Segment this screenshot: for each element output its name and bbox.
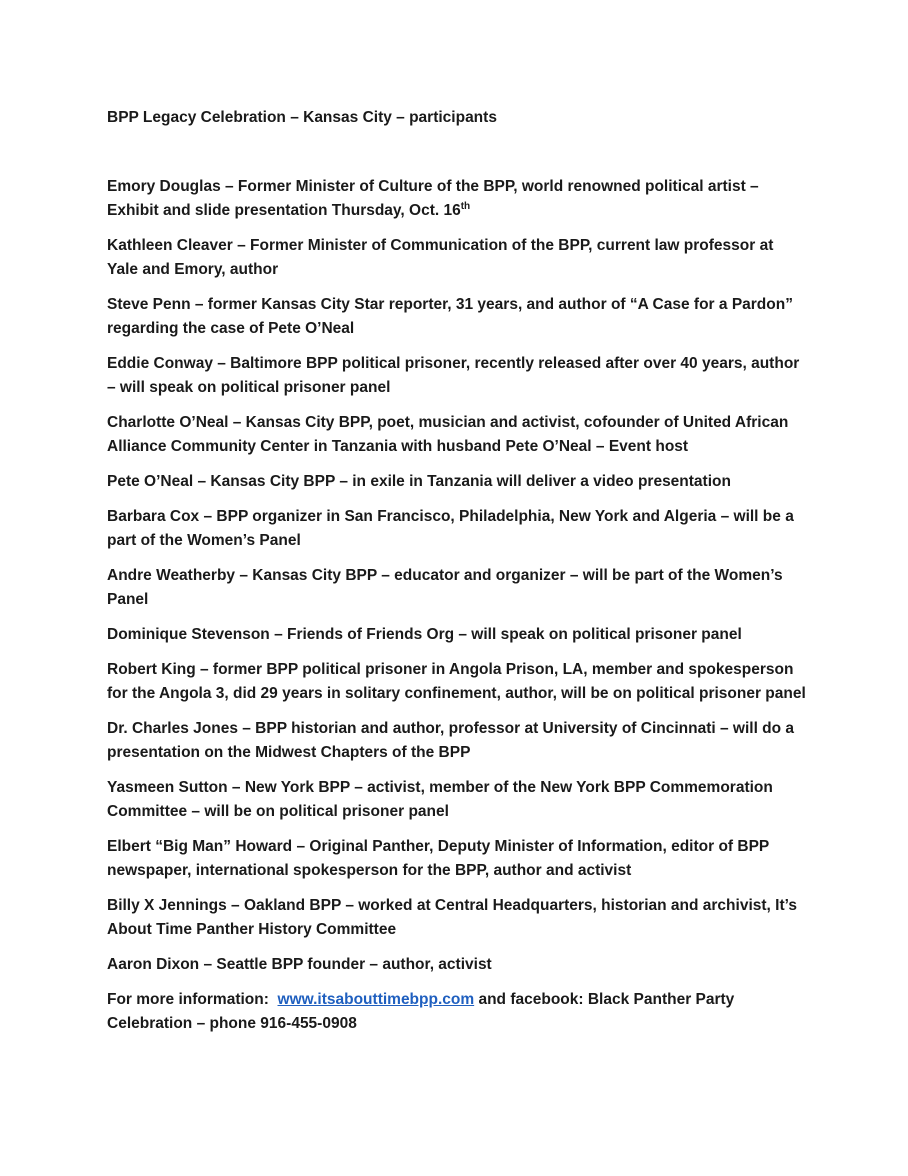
participant-robert-king: Robert King – former BPP political prisoner in Angola Prison, LA, member and spokesperson for the Angola 3, did 29 years in solitary confinement, author, will be on political prisoner panel xyxy=(107,661,806,702)
document-title: BPP Legacy Celebration – Kansas City – participants xyxy=(107,109,497,126)
participant-pete-oneal: Pete O’Neal – Kansas City BPP – in exile in Tanzania will deliver a video presentation xyxy=(107,473,731,490)
participant-elbert-howard: Elbert “Big Man” Howard – Original Panther, Deputy Minister of Information, editor of BPP newspaper, international spokesperson for the BPP, author and activist xyxy=(107,838,769,879)
contact-suffix: and facebook: Black Panther Party Celebration – phone 916-455-0908 xyxy=(107,991,735,1032)
contact-prefix: For more information: xyxy=(107,991,269,1008)
participant-steve-penn: Steve Penn – former Kansas City Star reporter, 31 years, and author of “A Case for a Pardon” regarding the case of Pete O’Neal xyxy=(107,296,793,337)
participant-andre-weatherby: Andre Weatherby – Kansas City BPP – educator and organizer – will be part of the Women’s Panel xyxy=(107,567,783,608)
participant-charles-jones: Dr. Charles Jones – BPP historian and author, professor at University of Cincinnati – will do a presentation on the Midwest Chapters of the BPP xyxy=(107,720,795,761)
participant-aaron-dixon: Aaron Dixon – Seattle BPP founder – author, activist xyxy=(107,956,492,973)
participant-charlotte-oneal: Charlotte O’Neal – Kansas City BPP, poet, musician and activist, cofounder of United African Alliance Community Center in Tanzania with husband Pete O’Neal – Event host xyxy=(107,414,789,455)
participant-kathleen-cleaver: Kathleen Cleaver – Former Minister of Communication of the BPP, current law professor at Yale and Emory, author xyxy=(107,237,774,278)
participant-billy-x-jennings: Billy X Jennings – Oakland BPP – worked at Central Headquarters, historian and archivist, It’s About Time Panther History Committee xyxy=(107,897,797,938)
document-page xyxy=(107,106,807,1036)
website-link[interactable]: www.itsabouttimebpp.com xyxy=(277,991,475,1008)
entry-text: Emory Douglas – Former Minister of Culture of the BPP, world renowned political artist – Exhibit and slide presentation Thursday, Oct. 16 xyxy=(107,178,759,219)
participant-list xyxy=(107,175,807,977)
participant-yasmeen-sutton: Yasmeen Sutton – New York BPP – activist, member of the New York BPP Commemoration Committee – will be on political prisoner panel xyxy=(107,779,773,820)
participant-barbara-cox: Barbara Cox – BPP organizer in San Francisco, Philadelphia, New York and Algeria – will be a part of the Women’s Panel xyxy=(107,508,794,549)
ordinal-suffix: th xyxy=(460,200,471,212)
participant-eddie-conway: Eddie Conway – Baltimore BPP political prisoner, recently released after over 40 years, author – will speak on political prisoner panel xyxy=(107,355,800,396)
participant-dominique-stevenson: Dominique Stevenson – Friends of Friends Org – will speak on political prisoner panel xyxy=(107,626,742,643)
participant-emory-douglas xyxy=(107,175,807,223)
contact-info xyxy=(107,988,807,1036)
